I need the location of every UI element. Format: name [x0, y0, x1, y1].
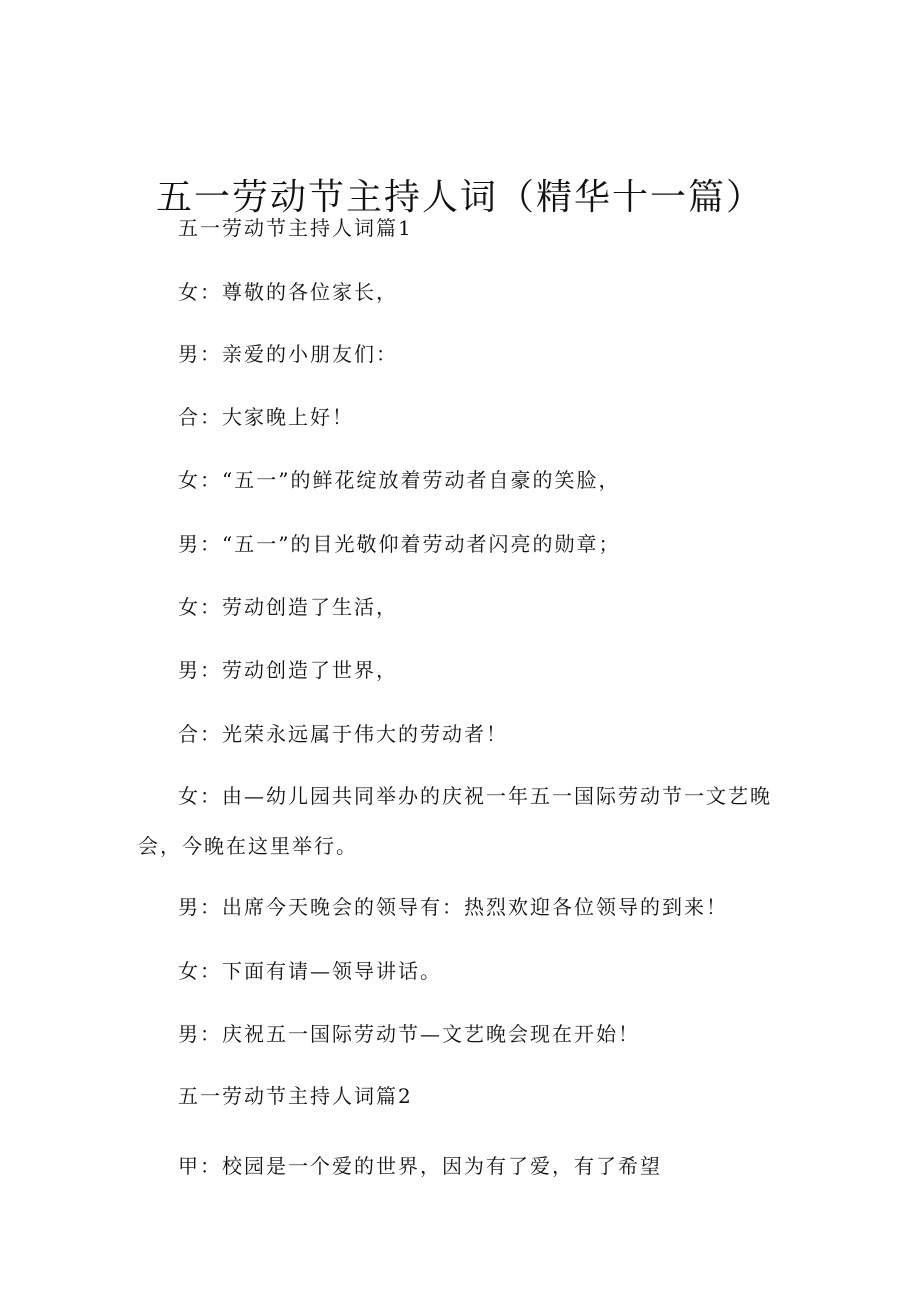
dialogue-line: 男：劳动创造了世界， [178, 658, 398, 682]
section-heading-2: 五一劳动节主持人词篇2 [178, 1084, 413, 1108]
dialogue-line: 男：庆祝五一国际劳动节—文艺晚会现在开始！ [178, 1022, 640, 1046]
dialogue-line: 男：出席今天晚会的领导有：热烈欢迎各位领导的到来！ [178, 895, 728, 919]
section-heading-1: 五一劳动节主持人词篇1 [178, 216, 413, 240]
dialogue-paragraph: 女：由—幼儿园共同举办的庆祝一年五一国际劳动节一文艺晚会，今晚在这里举行。 [138, 784, 772, 858]
dialogue-line: 女：尊敬的各位家长， [178, 280, 398, 304]
dialogue-line: 甲：校园是一个爱的世界，因为有了爱，有了希望 [178, 1154, 662, 1178]
dialogue-line: 男：“五一”的目光敬仰着劳动者闪亮的勋章； [178, 532, 621, 556]
document-title: 五一劳动节主持人词（精华十一篇） [155, 177, 764, 219]
dialogue-line: 合：大家晚上好！ [178, 405, 354, 429]
dialogue-line: 男：亲爱的小朋友们： [178, 342, 398, 366]
dialogue-line: 女：“五一”的鲜花绽放着劳动者自豪的笑脸， [178, 468, 621, 492]
dialogue-line: 女：下面有请—领导讲话。 [178, 959, 442, 983]
dialogue-line: 女：劳动创造了生活， [178, 595, 398, 619]
dialogue-line: 合：光荣永远属于伟大的劳动者！ [178, 722, 508, 746]
